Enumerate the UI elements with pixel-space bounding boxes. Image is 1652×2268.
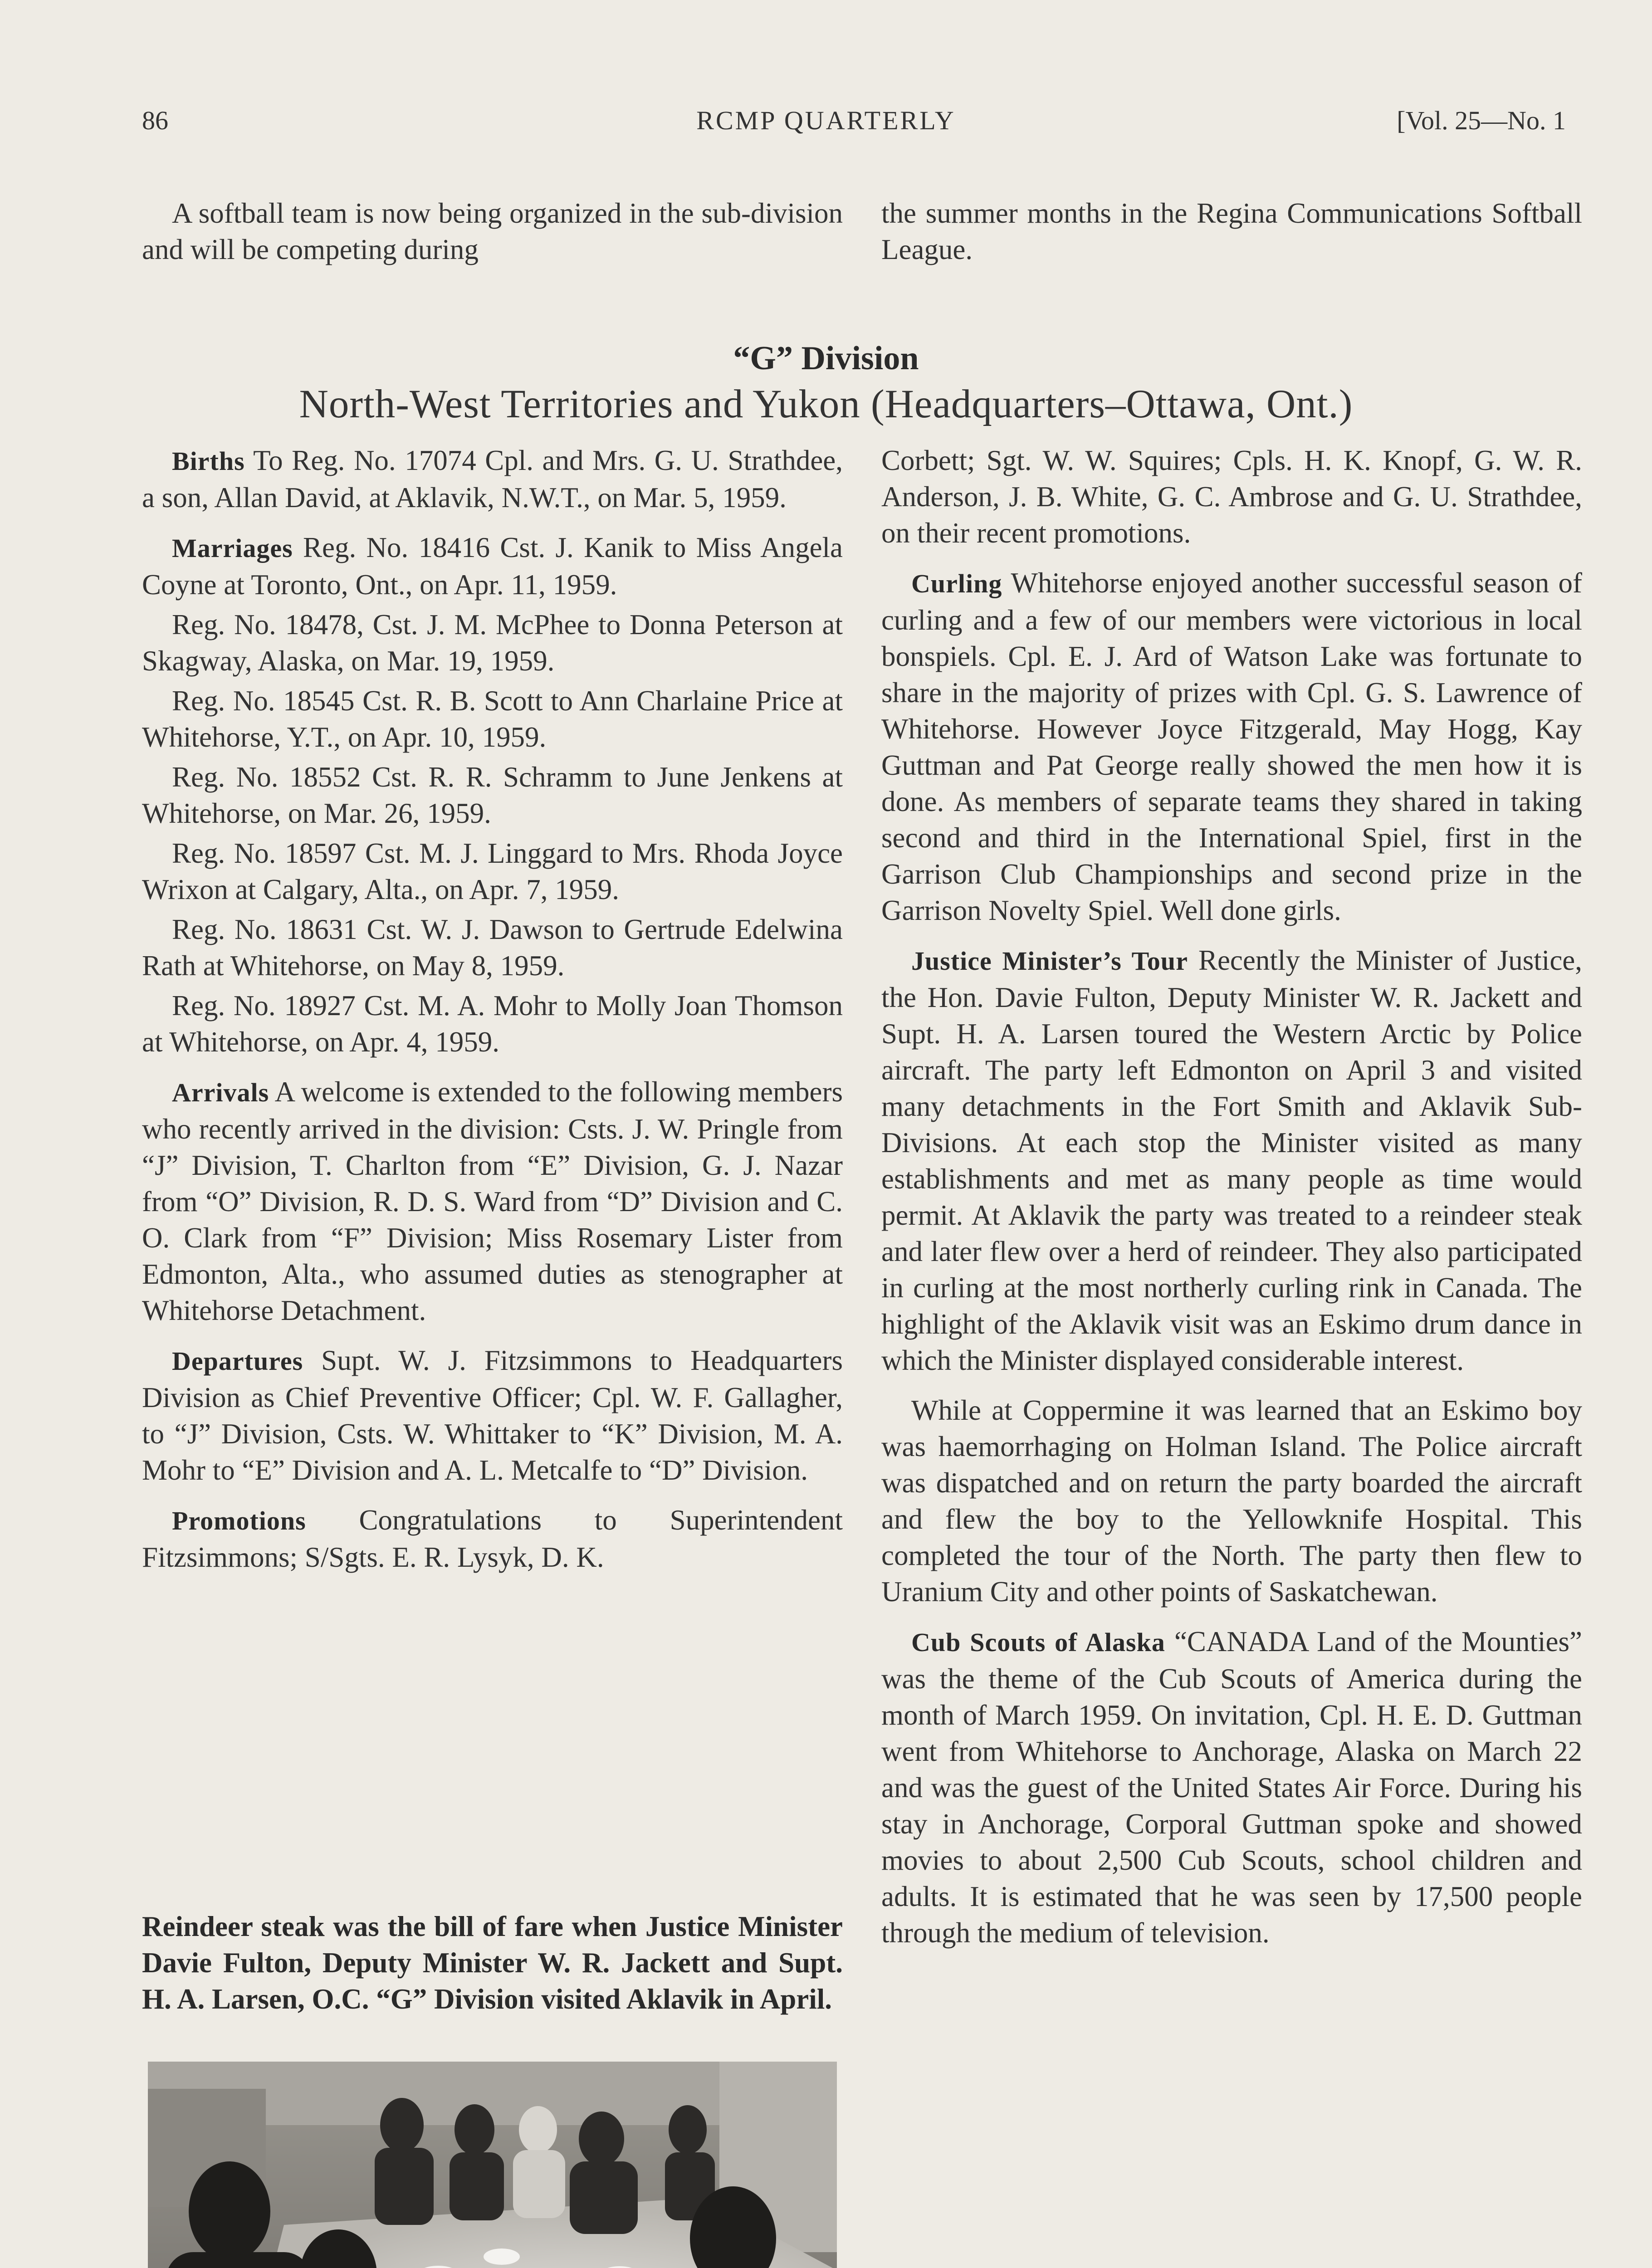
promotions-heading: Promotions	[172, 1506, 306, 1535]
right-column	[881, 442, 1582, 1965]
cub-scouts-text: “CANADA Land of the Mounties” was the theme of the Cub Scouts of America during the month of March 1959. On invitation, Cpl. H. E. D. Guttman went from Whitehorse to Anchorage, Alaska on March 22 and was the guest of the United States Air Force. During his stay in Anchorage, Corporal Guttman spoke and showed movies to about 2,500 Cub Scouts, school children and adults. It is estimated that he was seen by 17,500 people through the medium of television.	[881, 1626, 1583, 1949]
tour-paragraph-2: While at Coppermine it was learned that an Eskimo boy was haemorrhaging on Holman Island. The Police aircraft was dispatched and on return the party boarded the aircraft and flew the boy to the Yellowknife Hospital. This completed the tour of the North. The party then flew to Uranium City and other points of Saskatchewan.	[881, 1394, 1582, 1608]
dinner-photo	[148, 2062, 837, 2268]
departures-paragraph	[142, 1342, 843, 1488]
running-header	[0, 105, 1652, 142]
marriage-entry: Reg. No. 18927 Cst. M. A. Mohr to Molly Joan Thomson at Whitehorse, on Apr. 4, 1959.	[142, 990, 843, 1058]
arrivals-heading: Arrivals	[172, 1078, 269, 1107]
marriage-entry: Reg. No. 18597 Cst. M. J. Linggard to Mrs. Rhoda Joyce Wrixon at Calgary, Alta., on Apr. 7, 1959.	[142, 837, 843, 905]
journal-title: RCMP QUARTERLY	[696, 106, 956, 135]
cub-scouts-paragraph	[881, 1623, 1582, 1951]
tour-text: Recently the Minister of Justice, the Hon. Davie Fulton, Deputy Minister W. R. Jackett and Supt. H. A. Larsen toured the Western Arctic by Police aircraft. The party left Edmonton on April 3 and visited many detachments in the Fort Smith and Aklavik Sub-Divisions. At each stop the Minister visited as many establishments and met as many people as time would permit. At Aklavik the party was treated to a reindeer steak and later flew over a herd of reindeer. They also participated in curling at the most northerly curling rink in Canada. The highlight of the Aklavik visit was an Eskimo drum dance in which the Minister displayed considerable interest.	[881, 944, 1582, 1376]
left-column	[142, 442, 843, 1589]
marriage-entry: Reg. No. 18478, Cst. J. M. McPhee to Donna Peterson at Skagway, Alaska, on Mar. 19, 1959.	[142, 609, 843, 677]
arrivals-paragraph	[142, 1074, 843, 1329]
page-number: 86	[142, 106, 168, 135]
marriage-entry: Reg. No. 18545 Cst. R. B. Scott to Ann Charlaine Price at Whitehorse, Y.T., on Apr. 10, 1959.	[142, 685, 843, 753]
marriage-text: Reg. No. 18416 Cst. J. Kanik to Miss Angela Coyne at Toronto, Ont., on Apr. 11, 1959.	[142, 532, 843, 601]
tour-heading: Justice Minister’s Tour	[911, 946, 1188, 976]
cub-scouts-heading: Cub Scouts of Alaska	[911, 1628, 1165, 1657]
births-heading: Births	[172, 446, 245, 476]
volume-label: [Vol. 25—No. 1	[1397, 106, 1566, 135]
section-subtitle: North-West Territories and Yukon (Headquarters–Ottawa, Ont.)	[299, 382, 1353, 426]
promotions-continued: Corbett; Sgt. W. W. Squires; Cpls. H. K. Knopf, G. W. R. Anderson, J. B. White, G. C. Ambrose and G. U. Strathdee, on their recent promotions.	[881, 445, 1582, 549]
marriages-heading: Marriages	[172, 533, 293, 563]
marriage-entry: Reg. No. 18631 Cst. W. J. Dawson to Gertrude Edelwina Rath at Whitehorse, on May 8, 1959.	[142, 914, 843, 982]
births-paragraph	[142, 442, 843, 516]
intro-left: A softball team is now being organized in the sub-division and will be competing during	[142, 197, 843, 265]
births-text: To Reg. No. 17074 Cpl. and Mrs. G. U. Strathdee, a son, Allan David, at Aklavik, N.W.T., on Mar. 5, 1959.	[142, 445, 843, 513]
photo-caption: Reindeer steak was the bill of fare when Justice Minister Davie Fulton, Deputy Minister W. R. Jackett and Supt. H. A. Larsen, O.C. “G” Division visited Aklavik in April.	[142, 1911, 843, 2015]
tour-paragraph	[881, 942, 1582, 1378]
section-title: “G” Division	[733, 340, 919, 377]
marriage-entry	[142, 529, 843, 603]
promotions-paragraph	[142, 1502, 843, 1575]
departures-heading: Departures	[172, 1346, 303, 1376]
marriage-entry: Reg. No. 18552 Cst. R. R. Schramm to June Jenkens at Whitehorse, on Mar. 26, 1959.	[142, 761, 843, 829]
arrivals-text: A welcome is extended to the following members who recently arrived in the division: Csts. J. W. Pringle from “J” Division, T. Charlton from “E” Division, G. J. Nazar from “O” Division, R. D. S. Ward from “D” Division and C. O. Clark from “F” Division; Miss Rosemary Lister from Edmonton, Alta., who assumed duties as stenographer at Whitehorse Detachment.	[142, 1076, 843, 1326]
intro-right: the summer months in the Regina Communications Softball League.	[881, 197, 1582, 265]
departures-text: Supt. W. J. Fitzsimmons to Headquarters Division as Chief Preventive Officer; Cpl. W. F. Gallagher, to “J” Division, Csts. W. Whittaker to “K” Division, M. A. Mohr to “E” Division and A. L. Metcalfe to “D” Division.	[142, 1344, 843, 1486]
curling-text: Whitehorse enjoyed another successful season of curling and a few of our members were victorious in local bonspiels. Cpl. E. J. Ard of Watson Lake was fortunate to share in the majority of prizes with Cpl. G. S. Lawrence of Whitehorse. However Joyce Fitzgerald, May Hogg, Kay Guttman and Pat George really showed the men how it is done. As members of separate teams they shared in taking second and third in the International Spiel, first in the Garrison Club Championships and second prize in the Garrison Novelty Spiel. Well done girls.	[881, 567, 1582, 926]
promotions-text: Congratulations to Superintendent Fitzsimmons; S/Sgts. E. R. Lysyk, D. K.	[142, 1504, 843, 1573]
curling-heading: Curling	[911, 569, 1002, 598]
curling-paragraph	[881, 565, 1582, 929]
